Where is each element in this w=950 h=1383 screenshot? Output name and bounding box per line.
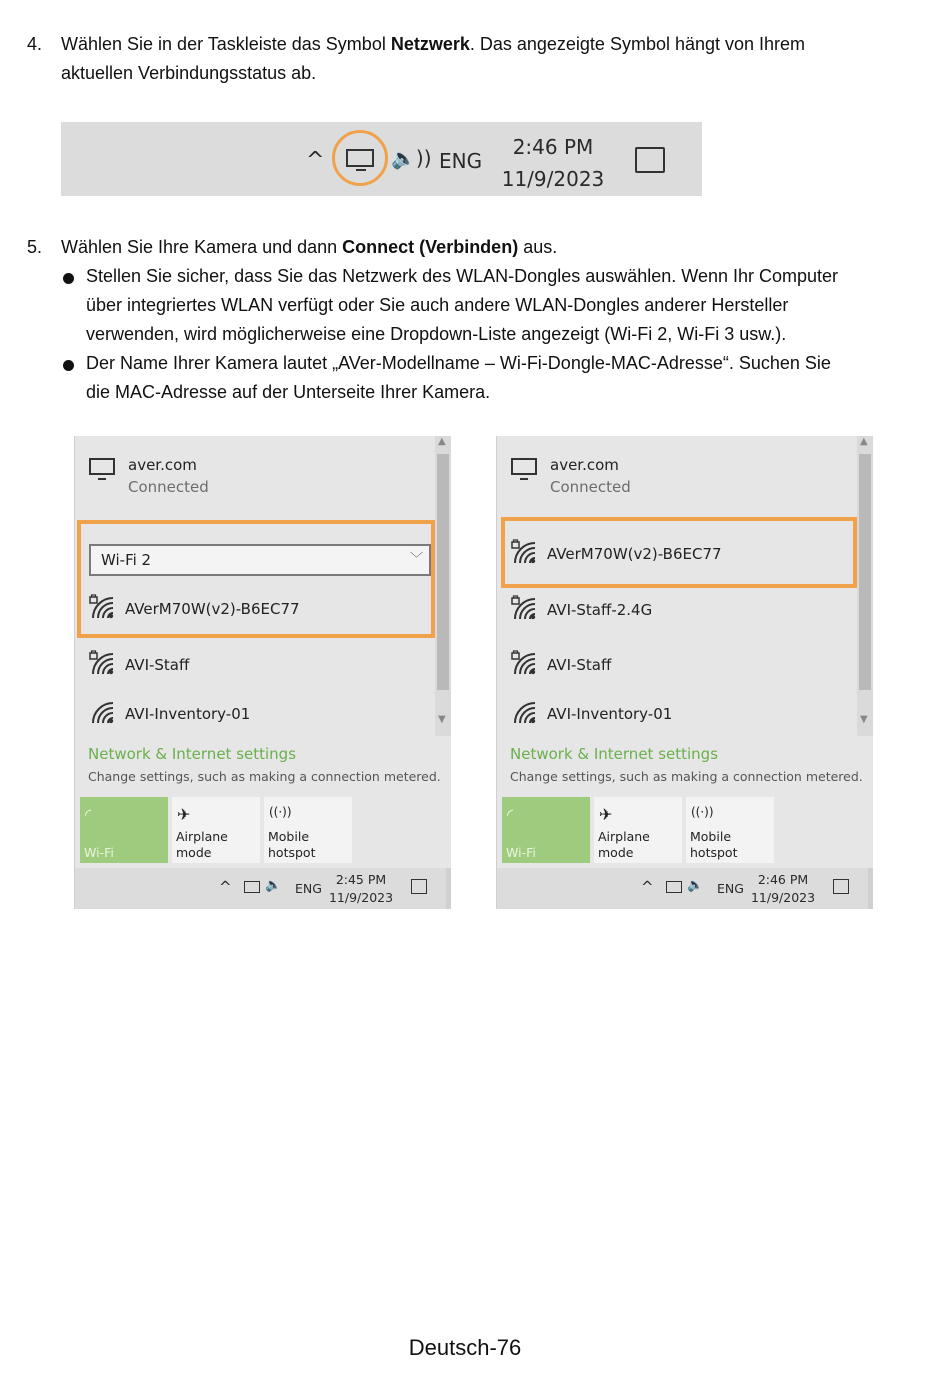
network-icon[interactable] — [244, 881, 260, 893]
step-text-bold: Netzwerk — [390, 34, 470, 54]
mini-taskbar — [497, 868, 873, 909]
tile-label-line: Mobile — [690, 829, 732, 844]
step-text-pre: Wählen Sie in der Taskleiste das Symbol — [61, 34, 391, 54]
connected-network-name[interactable]: aver.com — [128, 456, 197, 474]
bullet-item — [62, 262, 902, 349]
network-name: AVerM70W(v2)-B6EC77 — [547, 545, 722, 563]
language-indicator: ENG — [439, 149, 483, 173]
wifi-icon — [89, 699, 115, 725]
taskbar-edge — [446, 868, 451, 909]
network-name: AVI-Staff-2.4G — [547, 601, 653, 619]
scrollbar[interactable] — [857, 436, 873, 736]
bullet-line: über integriertes WLAN verfügt oder Sie auch andere WLAN-Dongles anderer Hersteller — [86, 295, 789, 315]
chevron-down-icon: ﹀ — [409, 552, 423, 567]
language-indicator[interactable]: ENG — [717, 881, 744, 896]
chevron-up-icon[interactable]: ^ — [641, 878, 654, 896]
secured-wifi-icon — [89, 650, 115, 676]
chevron-up-icon[interactable]: ^ — [219, 878, 232, 896]
airplane-icon: ✈ — [599, 805, 613, 824]
network-icon[interactable] — [666, 881, 682, 893]
step-number: 4. — [27, 34, 43, 54]
language-indicator[interactable]: ENG — [295, 881, 322, 896]
bullet-item — [62, 349, 902, 407]
network-name: AVI-Inventory-01 — [547, 705, 673, 723]
tile-label-line: Mobile — [268, 829, 310, 844]
clock-date: 11/9/2023 — [328, 890, 394, 905]
scroll-up-icon[interactable]: ▲ — [438, 436, 446, 447]
tile-label — [268, 829, 315, 861]
scroll-down-icon[interactable]: ▼ — [860, 714, 868, 725]
chevron-up-icon: ^ — [306, 148, 325, 173]
clock[interactable] — [747, 871, 819, 907]
dropdown-value: Wi-Fi 2 — [101, 551, 152, 569]
bullet-line: Stellen Sie sicher, dass Sie das Netzwerk des WLAN-Dongles auswählen. Wenn Ihr Computer — [86, 266, 839, 286]
clock-date: 11/9/2023 — [501, 167, 605, 191]
tile-label: Wi-Fi — [84, 845, 114, 860]
clock-time: 2:45 PM — [335, 872, 387, 887]
scroll-up-icon[interactable]: ▲ — [860, 436, 868, 447]
mobile-hotspot-tile[interactable] — [264, 797, 352, 863]
airplane-icon: ✈ — [177, 805, 191, 824]
scrollbar[interactable] — [435, 436, 451, 736]
step-text-post: . Das angezeigte Symbol hängt von Ihrem — [469, 34, 806, 54]
tile-label: Airplane mode — [598, 829, 650, 860]
volume-icon[interactable]: 🔈 — [687, 878, 704, 893]
clock[interactable] — [325, 871, 397, 907]
network-name: AVI-Staff — [547, 656, 612, 674]
scrollbar-thumb[interactable] — [437, 454, 449, 690]
volume-icon[interactable]: 🔈 — [265, 878, 282, 893]
wifi-panel-dropdown — [74, 436, 451, 909]
step-text-line2: aktuellen Verbindungsstatus ab. — [61, 63, 317, 83]
settings-description: Change settings, such as making a connection metered. — [88, 769, 441, 784]
step-number: 5. — [27, 237, 43, 257]
clock-date: 11/9/2023 — [750, 890, 816, 905]
volume-icon: 🔈)) — [391, 146, 432, 170]
hotspot-icon: ((·)) — [691, 805, 714, 819]
notification-icon — [635, 147, 665, 173]
mini-taskbar — [75, 868, 451, 909]
scrollbar-thumb[interactable] — [859, 454, 871, 690]
airplane-mode-tile[interactable] — [594, 797, 682, 863]
notification-icon[interactable] — [411, 879, 427, 894]
connected-status: Connected — [128, 478, 209, 496]
step-text-post: aus. — [518, 237, 558, 257]
secured-wifi-icon — [511, 650, 537, 676]
tile-label: Airplane mode — [176, 829, 228, 860]
tile-label-line: hotspot — [268, 845, 316, 860]
adapter-dropdown[interactable] — [89, 544, 431, 576]
clock — [501, 131, 605, 195]
tile-label — [690, 829, 737, 861]
wifi-tile[interactable] — [80, 797, 168, 863]
mobile-hotspot-tile[interactable] — [686, 797, 774, 863]
tile-label: Wi-Fi — [506, 845, 536, 860]
bullet-line: die MAC-Adresse auf der Unterseite Ihrer Kamera. — [86, 382, 491, 402]
network-name: AVI-Staff — [125, 656, 190, 674]
tile-label-line: hotspot — [690, 845, 738, 860]
wifi-tile[interactable] — [502, 797, 590, 863]
wifi-icon: ◜ — [507, 805, 514, 824]
step-text — [61, 30, 805, 59]
secured-wifi-icon — [511, 539, 537, 565]
bullet-dot — [63, 360, 74, 371]
wifi-panel-list — [496, 436, 873, 909]
wifi-icon — [511, 699, 537, 725]
network-settings-link[interactable]: Network & Internet settings — [88, 745, 297, 763]
connected-network-name[interactable]: aver.com — [550, 456, 619, 474]
taskbar-edge — [868, 868, 873, 909]
settings-description: Change settings, such as making a connection metered. — [510, 769, 863, 784]
bullet-list — [62, 262, 902, 407]
step-text-pre: Wählen Sie Ihre Kamera und dann — [61, 237, 343, 257]
network-name: AVI-Inventory-01 — [125, 705, 251, 723]
hotspot-icon: ((·)) — [269, 805, 292, 819]
clock-time: 2:46 PM — [512, 135, 594, 159]
step-text — [61, 233, 557, 262]
bullet-line: verwenden, wird möglicherweise eine Dropdown-Liste angezeigt (Wi-Fi 2, Wi-Fi 3 usw.). — [86, 324, 787, 344]
bullet-line: Der Name Ihrer Kamera lautet „AVer-Modellname – Wi-Fi-Dongle-MAC-Adresse“. Suchen Sie — [86, 353, 831, 373]
wifi-icon: ◜ — [85, 805, 92, 824]
secured-wifi-icon — [89, 594, 115, 620]
step-text-bold: Connect (Verbinden) — [342, 237, 519, 257]
network-settings-link[interactable]: Network & Internet settings — [510, 745, 719, 763]
bullet-dot — [63, 273, 74, 284]
network-icon[interactable] — [346, 149, 374, 167]
secured-wifi-icon — [511, 595, 537, 621]
scroll-down-icon[interactable]: ▼ — [438, 714, 446, 725]
notification-icon[interactable] — [833, 879, 849, 894]
connected-status: Connected — [550, 478, 631, 496]
taskbar-screenshot — [61, 122, 702, 196]
network-name: AVerM70W(v2)-B6EC77 — [125, 600, 300, 618]
clock-time: 2:46 PM — [757, 872, 809, 887]
ethernet-icon — [511, 458, 537, 475]
ethernet-icon — [89, 458, 115, 475]
airplane-mode-tile[interactable] — [172, 797, 260, 863]
page-footer: Deutsch-76 — [408, 1335, 522, 1360]
